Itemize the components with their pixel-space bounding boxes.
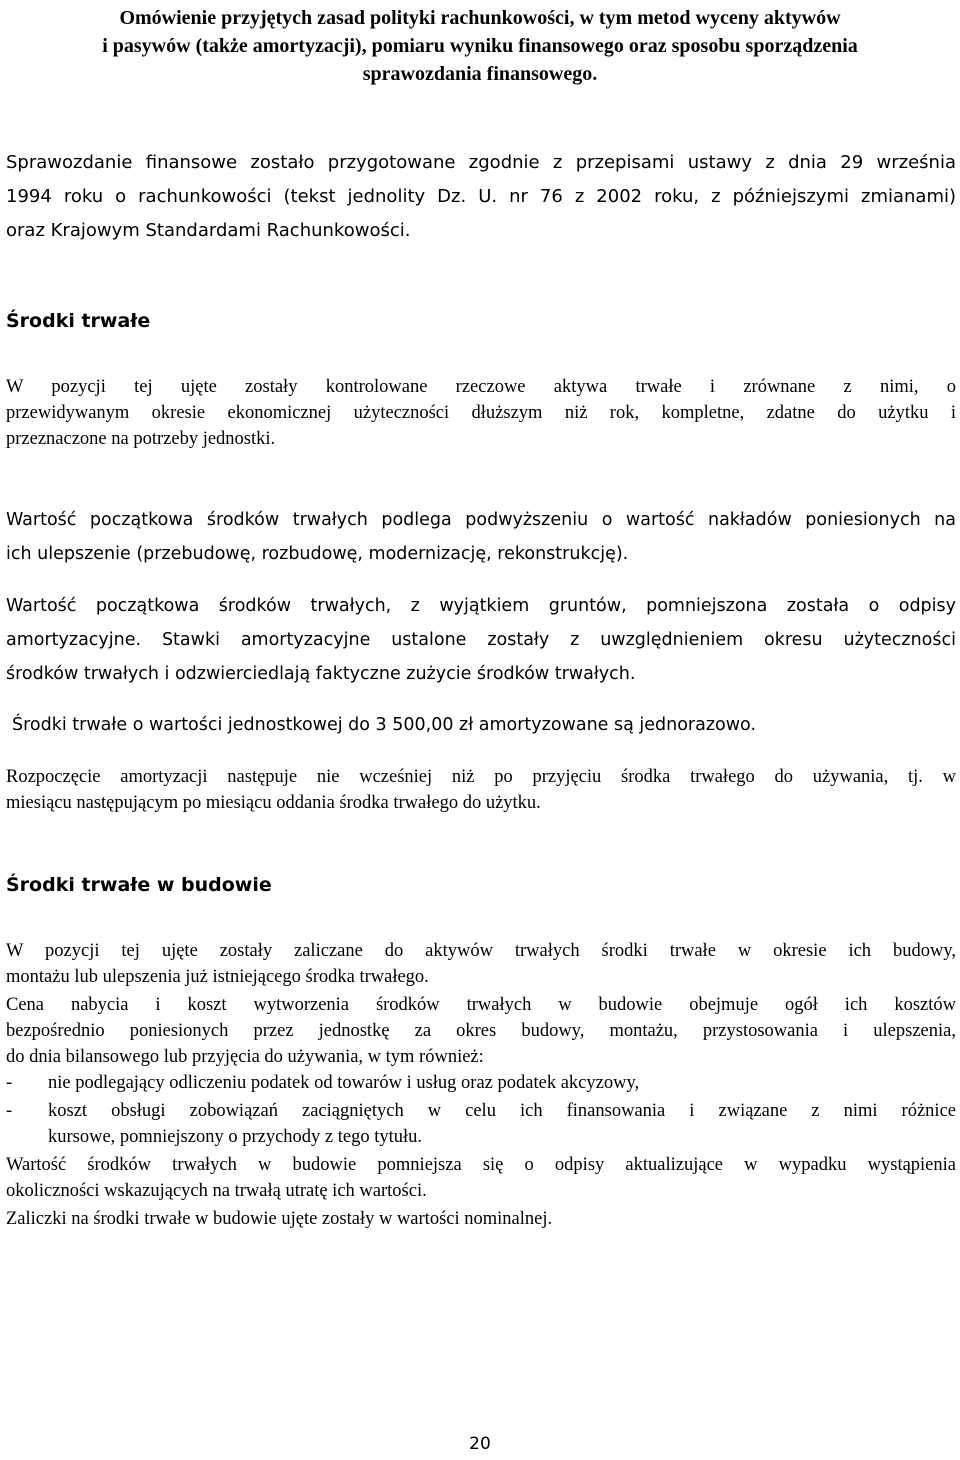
section-title-construction-in-progress: Środki trwałe w budowie <box>6 874 272 896</box>
document-heading <box>0 4 960 88</box>
fixed-assets-paragraph-2: Wartość początkowa środków trwałych podlega podwyższeniu o wartość nakładów poniesionych na ich ulepszenie (przebudowę, rozbudowę, modernizację, rekonstrukcję). <box>6 510 956 564</box>
construction-paragraph-3: Wartość środków trwałych w budowie pomniejsza się o odpisy aktualizujące w wypadku wystąpienia okoliczności wskazujących na trwałą utratę ich wartości. <box>6 1155 956 1201</box>
fixed-assets-paragraph-4: Środki trwałe o wartości jednostkowej do 3 500,00 zł amortyzowane są jednorazowo. <box>12 715 757 735</box>
fixed-assets-paragraph-1: W pozycji tej ujęte zostały kontrolowane rzeczowe aktywa trwałe i zrównane z nimi, o przewidywanym okresie ekonomicznej użyteczności dłuższym niż rok, kompletne, zdatne do użytku i przeznaczone na potrzeby jednostki. <box>6 377 956 449</box>
fixed-assets-paragraph-3: Wartość początkowa środków trwałych, z wyjątkiem gruntów, pomniejszona została o odpisy amortyzacyjne. Stawki amortyzacyjne ustalone zostały z uwzględnieniem okresu użyteczności środków trwałych i odzwierciedlają faktyczne zużycie środków trwałych. <box>6 596 956 684</box>
construction-paragraph-4: Zaliczki na środki trwałe w budowie ujęte zostały w wartości nominalnej. <box>6 1209 553 1229</box>
intro-paragraph: Sprawozdanie finansowe zostało przygotowane zgodnie z przepisami ustawy z dnia 29 września 1994 roku o rachunkowości (tekst jednolity Dz. U. nr 76 z 2002 roku, z późniejszymi zmianami) oraz Krajowym Standardami Rachunkowości. <box>6 152 956 241</box>
section-title-fixed-assets: Środki trwałe <box>6 310 151 332</box>
heading-line: i pasywów (także amortyzacji), pomiaru wyniku finansowego oraz sposobu sporządzenia <box>102 35 858 57</box>
list-item <box>6 1098 956 1150</box>
list-dash: - <box>6 1101 13 1121</box>
construction-paragraph-2: Cena nabycia i koszt wytworzenia środków trwałych w budowie obejmuje ogół ich kosztów bezpośrednio poniesionych przez jednostkę za okres budowy, montażu, przystosowania i ulepszenia, do dnia bilansowego lub przyjęcia do używania, w tym również: <box>6 995 956 1067</box>
heading-line: sprawozdania finansowego. <box>362 63 598 85</box>
construction-paragraph-1: W pozycji tej ujęte zostały zaliczane do aktywów trwałych środki trwałe w okresie ich budowy, montażu lub ulepszenia już istniejącego środka trwałego. <box>6 941 956 987</box>
list-dash: - <box>6 1073 13 1093</box>
heading-line: Omówienie przyjętych zasad polityki rachunkowości, w tym metod wyceny aktywów <box>119 7 841 29</box>
list-item-text: nie podlegający odliczeniu podatek od towarów i usług oraz podatek akcyzowy, <box>48 1073 640 1093</box>
fixed-assets-paragraph-5: Rozpoczęcie amortyzacji następuje nie wcześniej niż po przyjęciu środka trwałego do używania, tj. w miesiącu następującym po miesiącu oddania środka trwałego do użytku. <box>6 767 956 813</box>
page-number: 20 <box>469 1434 491 1454</box>
list-item <box>6 1070 956 1096</box>
list-item-text: koszt obsługi zobowiązań zaciągniętych w celu ich finansowania i związane z nimi różnice kursowe, pomniejszony o przychody z tego tytułu. <box>48 1101 956 1147</box>
